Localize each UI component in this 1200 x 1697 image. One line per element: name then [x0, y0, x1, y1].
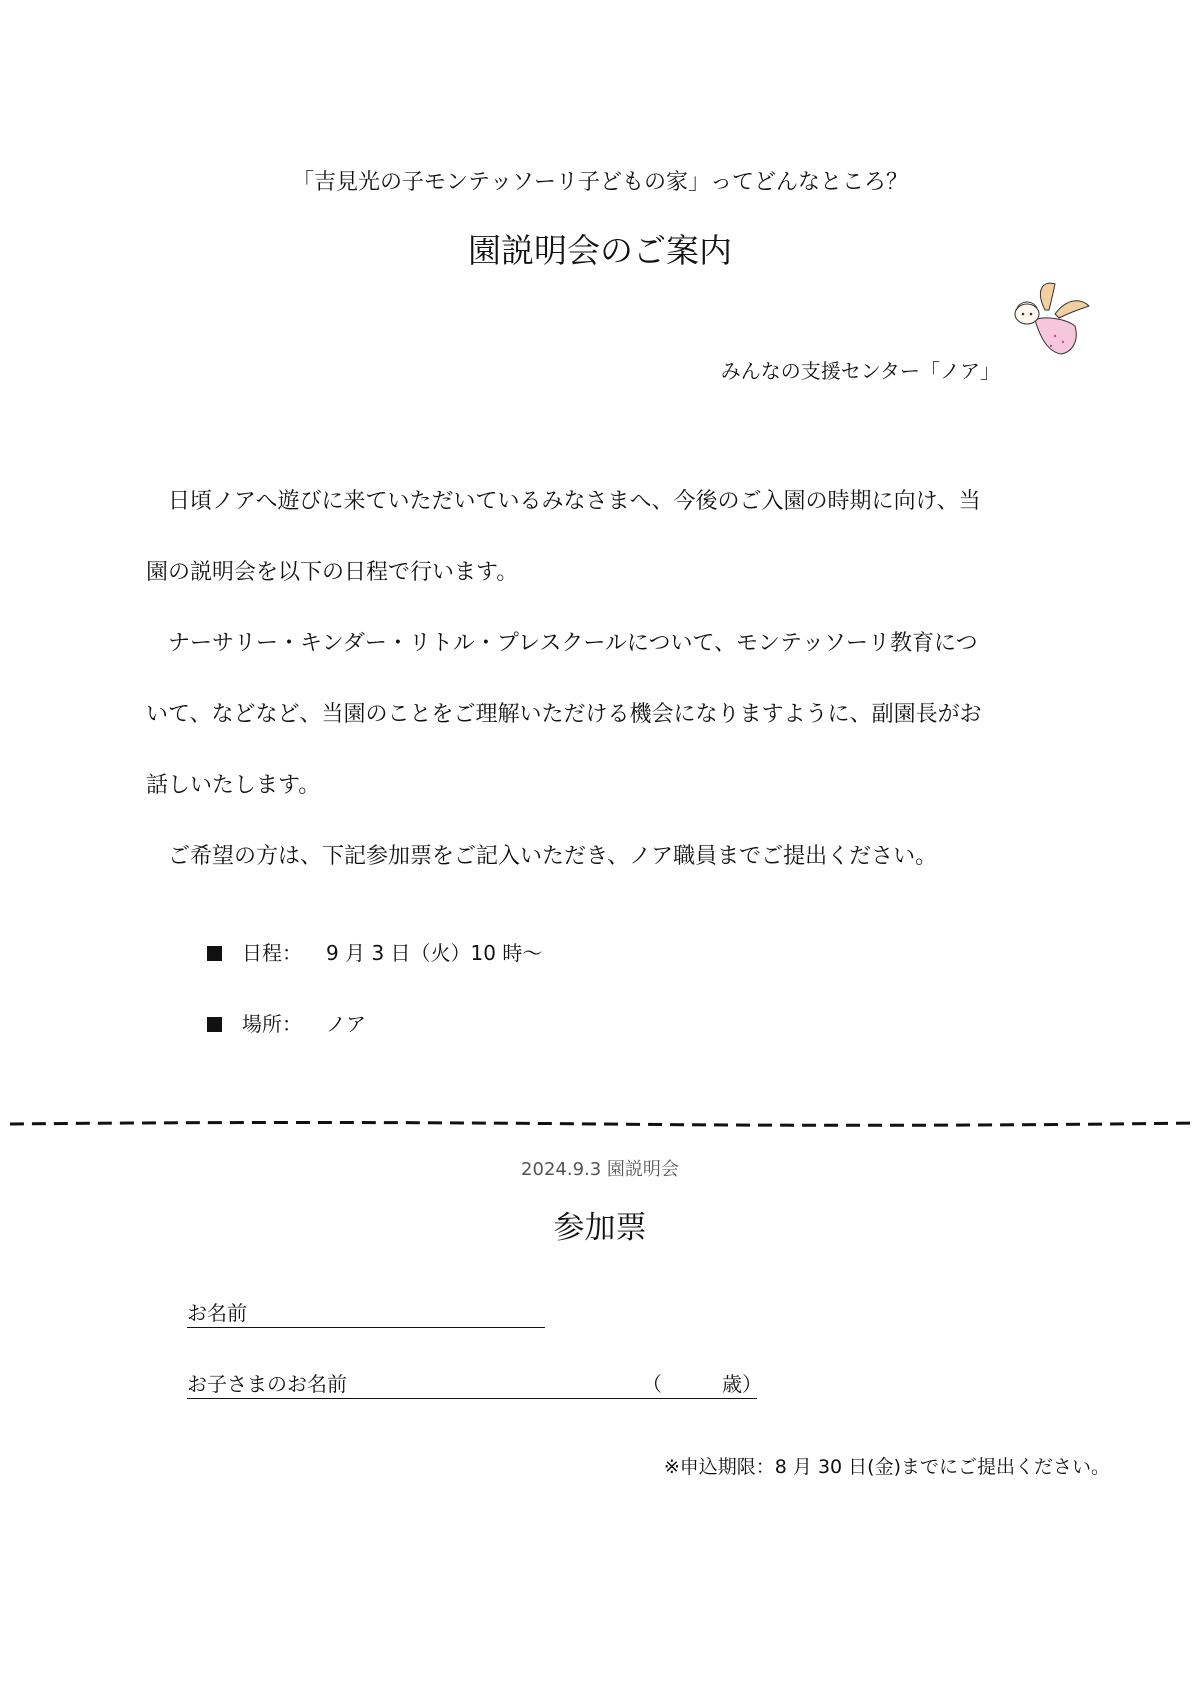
schedule-value: 9 月 3 日（火）10 時～: [326, 941, 543, 965]
schedule-item: [207, 937, 542, 966]
location-item: [207, 1008, 366, 1037]
form-title: 参加票: [553, 1210, 647, 1246]
body-paragraph: 園の説明会を以下の日程で行います。: [146, 560, 519, 585]
body-paragraph: いて、などなど、当園のことをご理解いただける機会になりますように、副園長がお: [146, 702, 982, 727]
body-paragraph: 日頃ノアへ遊びに来ていただいているみなさまへ、今後のご入園の時期に向け、当: [146, 489, 981, 514]
child-name-label: お子さまのお名前: [187, 1372, 347, 1396]
location-value: ノア: [326, 1012, 366, 1036]
name-label: お名前: [187, 1301, 247, 1325]
form-date-line: 2024.9.3 園説明会: [521, 1159, 679, 1180]
schedule-label: 日程：: [242, 941, 302, 965]
bullet-square-icon: [207, 1017, 222, 1032]
bullet-square-icon: [207, 946, 222, 961]
location-label: 場所：: [242, 1012, 302, 1036]
body-paragraph: 話しいたします。: [146, 773, 321, 798]
deadline-note: ※申込期限：8 月 30 日(金)までにご提出ください。: [663, 1456, 1110, 1478]
body-paragraph: ナーサリー・キンダー・リトル・プレスクールについて、モンテッソーリ教育につ: [146, 631, 978, 656]
cut-line-divider: [0, 1113, 1200, 1133]
organization-name: みんなの支援センター「ノア」: [720, 359, 1000, 383]
age-label: （ 歳）: [642, 1372, 762, 1396]
body-paragraph: ご希望の方は、下記参加票をご記入いただき、ノア職員までご提出ください。: [146, 844, 938, 869]
angel-icon: [1005, 280, 1093, 360]
name-field[interactable]: [187, 1297, 545, 1328]
child-name-field[interactable]: [187, 1368, 762, 1399]
event-subtitle: 「吉見光の子モンテッソーリ子どもの家」ってどんなところ？: [291, 170, 908, 195]
page-title: 園説明会のご案内: [468, 231, 732, 270]
